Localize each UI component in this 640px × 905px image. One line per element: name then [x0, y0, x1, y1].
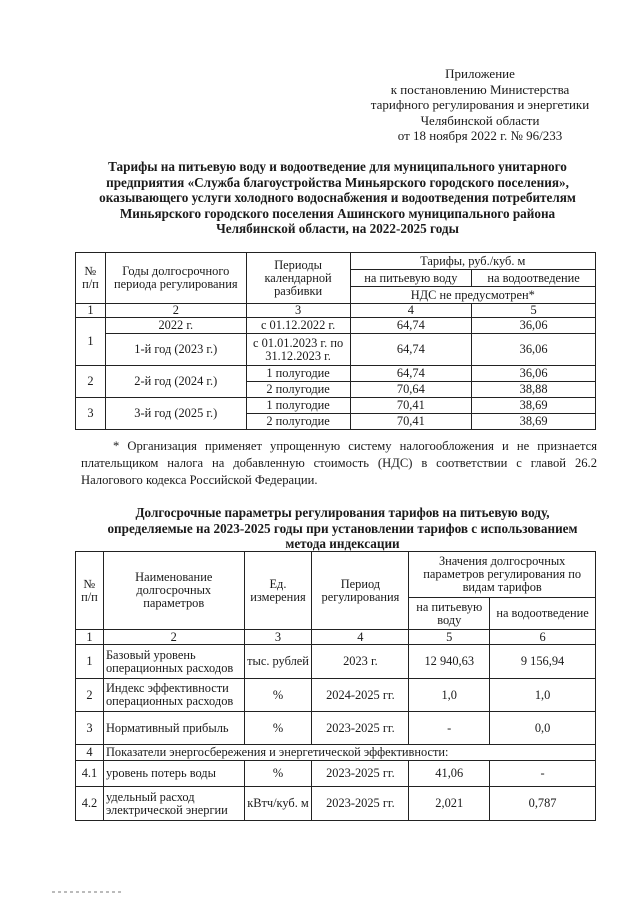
table-row — [76, 745, 596, 761]
row-period: 2023-2025 гг. — [312, 761, 409, 787]
row-water: 2,021 — [409, 787, 490, 821]
row-drain: 36,06 — [472, 366, 596, 382]
row-water: 1,0 — [409, 679, 490, 712]
row-drain: 38,69 — [472, 398, 596, 414]
row-period: с 01.01.2023 г. по 31.12.2023 г. — [246, 334, 350, 366]
row-period: с 01.12.2022 г. — [246, 318, 350, 334]
row-num: 4.2 — [76, 787, 104, 821]
table-row — [76, 318, 596, 334]
footnote-line: плательщиком налога на добавленную стоимость (НДС) в соответствии с главой 26.2 — [81, 456, 597, 470]
appendix-line: Челябинской области — [420, 112, 540, 128]
row-water: 70,41 — [350, 398, 472, 414]
row-name: уровень потерь воды — [103, 761, 244, 787]
row-unit: тыс. рублей — [244, 645, 312, 679]
vat-footnote — [81, 438, 597, 489]
row-water: 41,06 — [409, 761, 490, 787]
footnote-line: Налогового кодекса Российской Федерации. — [81, 473, 318, 487]
row-drain: 36,06 — [472, 318, 596, 334]
colnum: 6 — [490, 630, 596, 645]
row-num: 3 — [76, 398, 106, 430]
appendix-line: Приложение — [445, 66, 515, 81]
row-num: 2 — [76, 679, 104, 712]
table-row — [76, 398, 596, 414]
colnum: 1 — [76, 630, 104, 645]
colnum: 3 — [244, 630, 312, 645]
row-period: 2 полугодие — [246, 414, 350, 430]
row-period: 2024-2025 гг. — [312, 679, 409, 712]
table-row — [76, 712, 596, 745]
title-line: Миньярского городского поселения Ашинского муниципального района — [119, 205, 556, 221]
appendix-line: от 18 ноября 2022 г. № 96/233 — [397, 128, 563, 143]
row-period: 2023-2025 гг. — [312, 787, 409, 821]
header-tariffs: Тарифы, руб./куб. м — [350, 253, 596, 270]
row-period: 1 полугодие — [246, 366, 350, 382]
table-row — [76, 787, 596, 821]
row-unit: % — [244, 679, 312, 712]
title-line: метода индексации — [285, 536, 400, 551]
colnum: 2 — [105, 304, 246, 318]
row-drain: - — [490, 761, 596, 787]
appendix-line: тарифного регулирования и энергетики — [370, 97, 590, 112]
row-drain: 38,88 — [472, 382, 596, 398]
parameters-table — [75, 551, 596, 821]
row-unit: % — [244, 761, 312, 787]
row-drain: 1,0 — [490, 679, 596, 712]
section-heading: Показатели энергосбережения и энергетической эффективности: — [103, 745, 595, 761]
header-values: Значения долгосрочных параметров регулирования по видам тарифов — [409, 552, 596, 598]
header-periods: Периоды календарной разбивки — [246, 253, 350, 304]
colnum: 3 — [246, 304, 350, 318]
row-year: 2-й год (2024 г.) — [105, 366, 246, 398]
footnote-line: * Организация применяет упрощенную систему налогообложения и не признается — [113, 439, 597, 453]
header-drain: на водоотведение — [490, 598, 596, 630]
row-period: 2023 г. — [312, 645, 409, 679]
row-water: 64,74 — [350, 318, 472, 334]
row-water: - — [409, 712, 490, 745]
colnum: 5 — [409, 630, 490, 645]
title-line: Челябинской области, на 2022-2025 годы — [216, 221, 459, 236]
header-unit: Ед. измерения — [244, 552, 312, 630]
table-row — [76, 761, 596, 787]
row-num: 3 — [76, 712, 104, 745]
header-years: Годы долгосрочного периода регулирования — [105, 253, 246, 304]
header-water: на питьевую воду — [350, 270, 472, 287]
table-row — [76, 679, 596, 712]
row-num: 2 — [76, 366, 106, 398]
row-year: 1-й год (2023 г.) — [105, 334, 246, 366]
row-name: Нормативный прибыль — [103, 712, 244, 745]
row-period: 2 полугодие — [246, 382, 350, 398]
row-unit: % — [244, 712, 312, 745]
row-water: 70,41 — [350, 414, 472, 430]
row-water: 64,74 — [350, 366, 472, 382]
row-name: удельный расход электрической энергии — [103, 787, 244, 821]
title-line: оказывающего услуги холодного водоснабжения и водоотведения потребителям — [99, 190, 576, 205]
header-water: на питьевую воду — [409, 598, 490, 630]
table-row — [76, 645, 596, 679]
row-num: 1 — [76, 645, 104, 679]
appendix-line: к постановлению Министерства — [390, 81, 570, 97]
row-drain: 36,06 — [472, 334, 596, 366]
parameters-title — [80, 505, 605, 552]
colnum: 4 — [312, 630, 409, 645]
row-year: 3-й год (2025 г.) — [105, 398, 246, 430]
row-num: 4.1 — [76, 761, 104, 787]
row-water: 12 940,63 — [409, 645, 490, 679]
title-line: определяемые на 2023-2025 годы при установлении тарифов с использованием — [107, 520, 578, 536]
colnum: 5 — [472, 304, 596, 318]
title-line: Долгосрочные параметры регулирования тарифов на питьевую воду, — [135, 505, 550, 520]
table-row — [76, 334, 596, 366]
row-name: Индекс эффективности операционных расходов — [103, 679, 244, 712]
row-unit: кВтч/куб. м — [244, 787, 312, 821]
table-row — [76, 366, 596, 382]
colnum: 4 — [350, 304, 472, 318]
appendix-header — [355, 66, 605, 144]
row-water: 64,74 — [350, 334, 472, 366]
header-num: № п/п — [76, 253, 106, 304]
colnum: 2 — [103, 630, 244, 645]
row-year: 2022 г. — [105, 318, 246, 334]
tariffs-title — [70, 159, 605, 237]
header-name: Наименование долгосрочных параметров — [103, 552, 244, 630]
row-name: Базовый уровень операционных расходов — [103, 645, 244, 679]
header-num: № п/п — [76, 552, 104, 630]
header-vat: НДС не предусмотрен* — [350, 287, 596, 304]
title-line: Тарифы на питьевую воду и водоотведение для муниципального унитарного — [108, 159, 567, 174]
colnum: 1 — [76, 304, 106, 318]
row-drain: 0,0 — [490, 712, 596, 745]
row-drain: 9 156,94 — [490, 645, 596, 679]
row-drain: 0,787 — [490, 787, 596, 821]
header-drain: на водоотведение — [472, 270, 596, 287]
scan-artifact — [52, 891, 122, 893]
row-drain: 38,69 — [472, 414, 596, 430]
header-period: Период регулирования — [312, 552, 409, 630]
row-period: 1 полугодие — [246, 398, 350, 414]
row-water: 70,64 — [350, 382, 472, 398]
tariffs-table — [75, 252, 596, 430]
title-line: предприятия «Служба благоустройства Миньярского городского поселения», — [106, 174, 569, 190]
row-num: 4 — [76, 745, 104, 761]
row-period: 2023-2025 гг. — [312, 712, 409, 745]
row-num: 1 — [76, 318, 106, 366]
